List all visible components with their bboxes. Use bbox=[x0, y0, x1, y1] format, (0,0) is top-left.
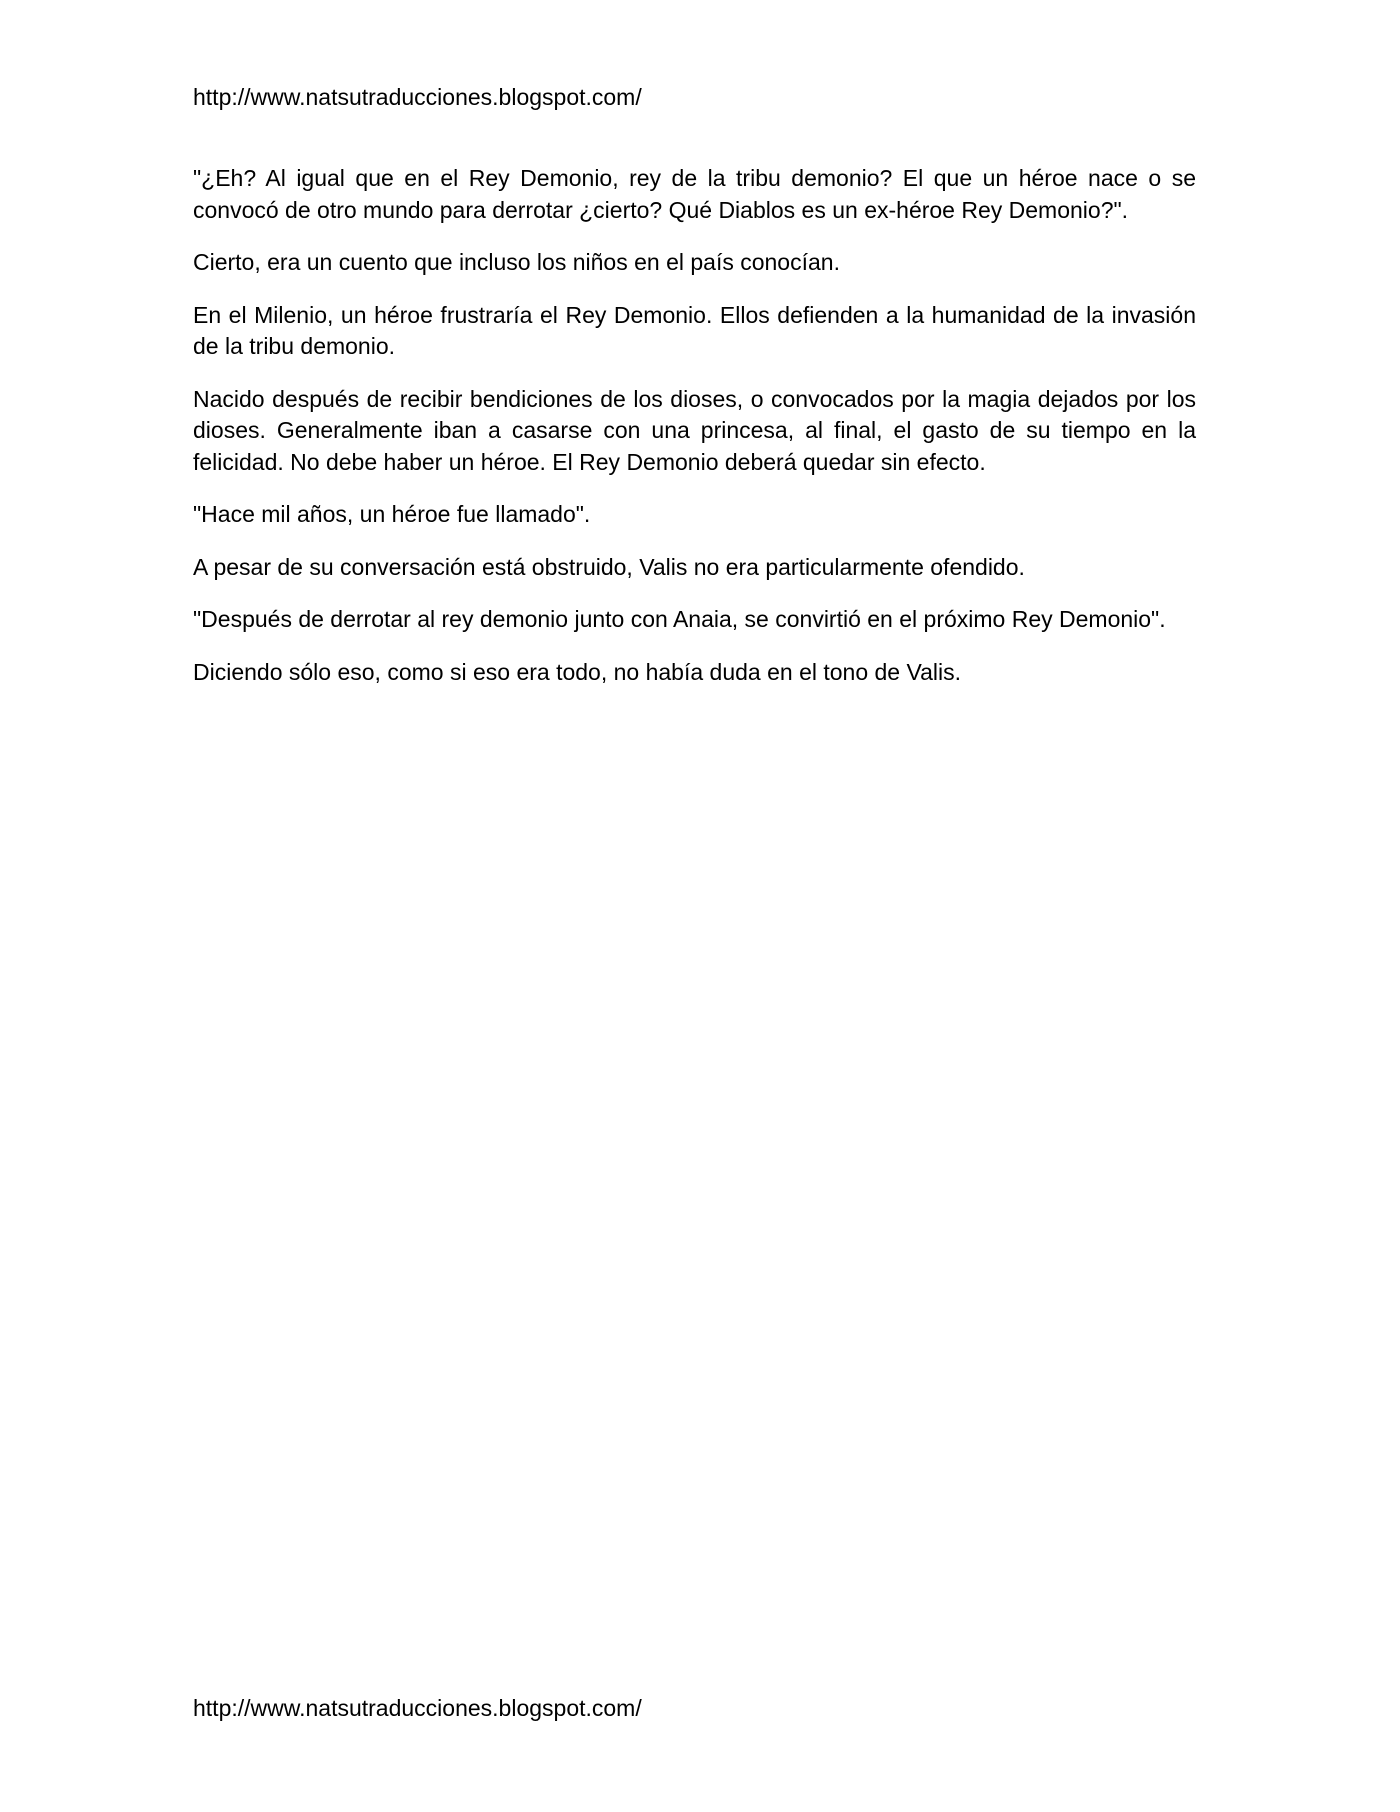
footer-url: http://www.natsutraducciones.blogspot.com/ bbox=[193, 1695, 642, 1721]
paragraph: "Después de derrotar al rey demonio junto con Anaia, se convirtió en el próximo Rey Demonio". bbox=[193, 606, 1166, 632]
body-text bbox=[193, 163, 1196, 709]
paragraph: Cierto, era un cuento que incluso los niños en el país conocían. bbox=[193, 249, 840, 275]
paragraph: Nacido después de recibir bendiciones de los dioses, o convocados por la magia dejados por los dioses. Generalmente iban a casarse con una princesa, al final, el gasto de su tiempo en la felicidad. No debe haber un héroe. El Rey Demonio deberá quedar sin efecto. bbox=[193, 385, 1196, 475]
paragraph: En el Milenio, un héroe frustraría el Rey Demonio. Ellos defienden a la humanidad de la invasión de la tribu demonio. bbox=[193, 301, 1196, 359]
paragraph: Diciendo sólo eso, como si eso era todo, no había duda en el tono de Valis. bbox=[193, 658, 962, 685]
header-url: http://www.natsutraducciones.blogspot.com/ bbox=[193, 84, 642, 110]
paragraph: "¿Eh? Al igual que en el Rey Demonio, rey de la tribu demonio? El que un héroe nace o se convocó de otro mundo para derrotar ¿cierto? Qué Diablos es un ex-héroe Rey Demonio?". bbox=[193, 165, 1196, 223]
paragraph: A pesar de su conversación está obstruido, Valis no era particularmente ofendido. bbox=[193, 553, 1025, 580]
paragraph: "Hace mil años, un héroe fue llamado". bbox=[193, 501, 591, 527]
